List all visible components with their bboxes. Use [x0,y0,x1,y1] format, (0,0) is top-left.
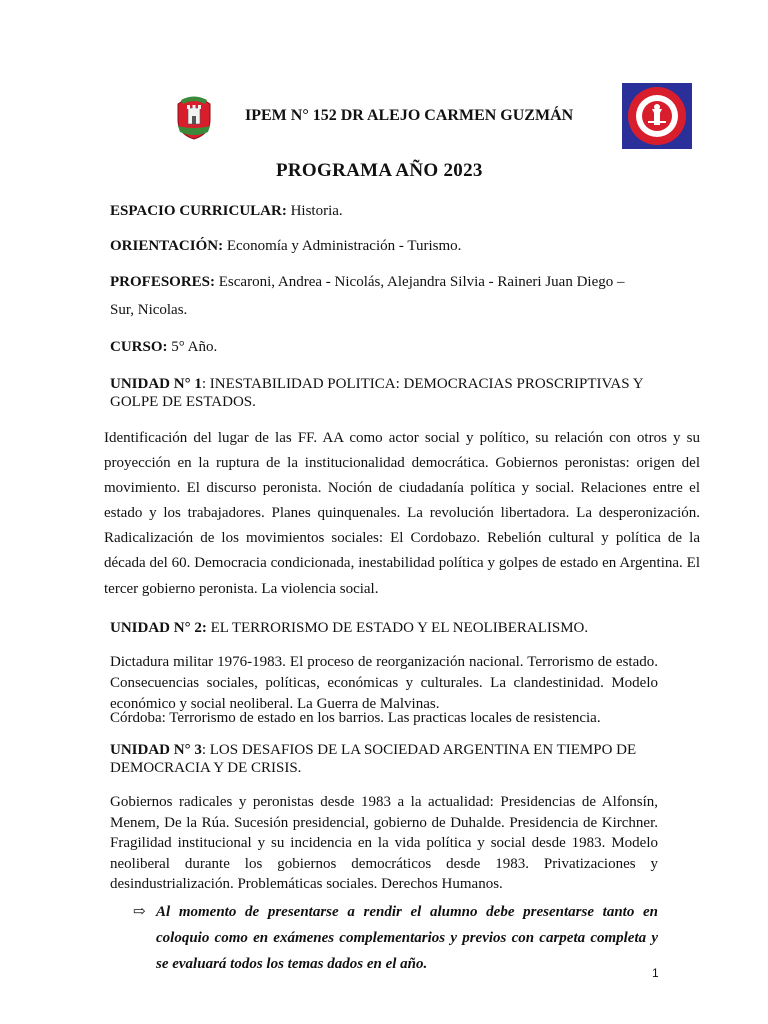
unit-2-heading [110,619,670,637]
unit-3-heading [110,741,655,777]
field-label: ORIENTACIÓN: [110,238,224,254]
unit-title: : INESTABILIDAD POLITICA: DEMOCRACIAS PROSCRIPTIVAS Y GOLPE DE ESTADOS. [110,376,644,410]
school-name: IPEM N° 152 DR ALEJO CARMEN GUZMÁN [245,107,574,124]
unit-2-body-cordoba: Córdoba: Terrorismo de estado en los barrios. Las practicas locales de resistencia. [110,710,601,726]
unit-title: : LOS DESAFIOS DE LA SOCIEDAD ARGENTINA EN TIEMPO DE DEMOCRACIA Y DE CRISIS. [110,742,637,776]
unit-label: UNIDAD N° 1 [110,376,202,392]
field-value: Economía y Administración - Turismo. [223,238,462,254]
field-curso [110,339,217,356]
field-label: ESPACIO CURRICULAR: [110,203,287,219]
field-value: Escaroni, Andrea - Nicolás, Alejandra Silvia - Raineri Juan Diego – [215,274,625,290]
unit-2-body: Dictadura militar 1976-1983. El proceso de reorganización nacional. Terrorismo de estado. Consecuencias sociales, políticas, económicas y culturales. La clandestinidad. Modelo económico y social neoliberal. La Guerra de Malvinas. [110,654,658,712]
field-label: PROFESORES: [110,274,216,290]
document-title: PROGRAMA AÑO 2023 [276,160,483,181]
field-value: 5° Año. [167,339,218,355]
unit-title: EL TERRORISMO DE ESTADO Y EL NEOLIBERALISMO. [206,620,589,636]
field-label: CURSO: [110,339,168,355]
field-orientacion [110,238,461,255]
unit-1-heading [110,375,655,411]
unit-label: UNIDAD N° 2: [110,620,207,636]
unit-label: UNIDAD N° 3 [110,742,202,758]
field-value: Historia. [286,203,343,219]
unit-3-body: Gobiernos radicales y peronistas desde 1983 a la actualidad: Presidencias de Alfonsín, Menem, De la Rúa. Sucesión presidencial, gobierno de Duhalde. Presidencia de Kirchner. Fragilidad institucional y su incidencia en la vida política y social desde 1983. Modelo neoliberal durante los gobiernos democráticos desde 1983. Privatizaciones y desindustrialización. Problemáticas sociales. Derechos Humanos. [110,794,658,893]
page-number: 1 [652,966,659,980]
field-profesores [110,274,624,291]
arrow-bullet-icon: ⇨ [133,904,146,920]
school-emblem-logo [622,83,692,149]
unit-1-body: Identificación del lugar de las FF. AA como actor social y político, su relación con otros y su proyección en la ruptura de la institucionalidad democrática. Gobiernos peronistas: origen del movimiento. El discurso peronista. Noción de ciudadanía política y social. Relaciones entre el estado y los trabajadores. Planes quinquenales. La revolución libertadora. La desperonización. Radicalización de los movimientos sociales: El Cordobazo. Rebelión cultural y política de la década del 60. Democracia condicionada, inestabilidad política y golpes de estado en Argentina. El tercer gobierno peronista. La violencia social. [104,430,700,597]
field-profesores-continued: Sur, Nicolas. [110,302,188,318]
evaluation-note: Al momento de presentarse a rendir el alumno debe presentarse tanto en coloquio como en exámenes complementarios y previos con carpeta completa y se evaluará todos los temas dados en el año. [156,904,658,972]
field-espacio-curricular [110,203,343,220]
provincial-shield-logo [175,94,213,140]
